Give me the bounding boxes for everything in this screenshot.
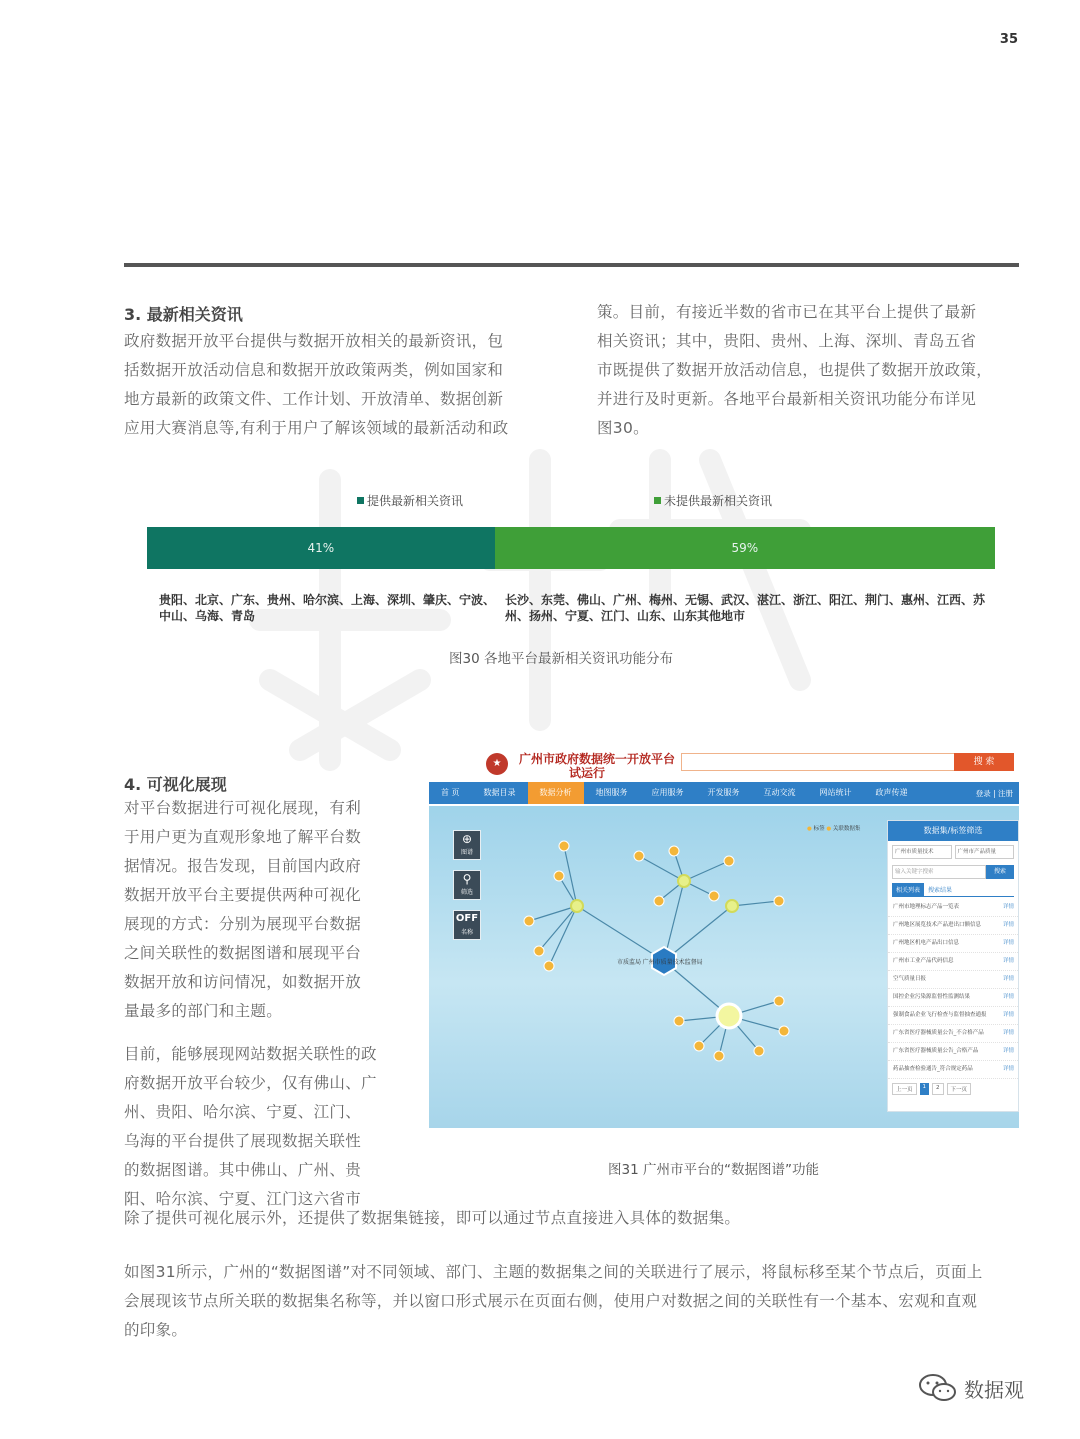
- brand-name: 数据观: [964, 1377, 1024, 1402]
- paragraph-line: 如图31所示，广州的“数据图谱”对不同领域、部门、主题的数据集之间的关联进行了展示，将鼠标移至某个节点后，页面上: [124, 1263, 983, 1281]
- details-link[interactable]: 详情: [1002, 976, 1014, 982]
- section-4-title: 4. 可视化展现: [124, 775, 227, 794]
- paragraph-line: 对平台数据进行可视化展现，有利: [124, 799, 362, 817]
- dataset-name: 广东省医疗器械质量公告_合格产品: [893, 1048, 979, 1054]
- paragraph-line: 策。目前，有接近半数的省市已在其平台上提供了最新: [597, 303, 977, 321]
- section-3-left-paragraph: [124, 327, 554, 443]
- paragraph-line: 数据开放平台主要提供两种可视化: [124, 886, 362, 904]
- city-list-provided: [159, 592, 499, 624]
- dataset-name: 空气质量日报: [893, 976, 927, 982]
- section-4-paragraph-a: [124, 794, 394, 1026]
- legend-swatch: [654, 497, 661, 504]
- city-line: 长沙、东莞、佛山、广州、梅州、无锡、武汉、湛江、浙江、阳江、荆门、惠州、江西、苏: [505, 593, 986, 607]
- site-title-line: 试运行: [569, 766, 606, 780]
- paragraph-line: 会展现该节点所关联的数据集名称等，并以窗口形式展示在页面右侧，使用户对数据之间的关联性有一个基本、宏观和直观: [124, 1292, 978, 1310]
- paragraph-line: 括数据开放活动信息和数据开放政策两类，例如国家和: [124, 361, 504, 379]
- pager-prev[interactable]: 上一页: [892, 1083, 917, 1095]
- details-link[interactable]: 详情: [1002, 1012, 1014, 1018]
- header-rule: [124, 263, 1019, 267]
- details-link[interactable]: 详情: [1002, 1066, 1014, 1072]
- nav-item-policy[interactable]: 政声传递: [875, 788, 908, 797]
- legend-swatch: [357, 497, 364, 504]
- dataset-list-item[interactable]: [888, 1007, 1018, 1025]
- paragraph-line: 于用户更为直观形象地了解平台数: [124, 828, 362, 846]
- site-search-button[interactable]: 搜 索: [954, 753, 1014, 771]
- login-link[interactable]: 登录 | 注册: [975, 788, 1013, 798]
- section-3-title: 3. 最新相关资讯: [124, 305, 243, 324]
- paragraph-line: 乌海的平台提供了展现数据关联性: [124, 1132, 362, 1150]
- paragraph-line: 据情况。报告发现，目前国内政府: [124, 857, 362, 875]
- details-link[interactable]: 详情: [1002, 1048, 1014, 1054]
- dataset-list-item[interactable]: [888, 1061, 1018, 1079]
- pager-page-2[interactable]: 2: [932, 1083, 944, 1095]
- graph-network[interactable]: [429, 806, 879, 1128]
- site-search-input[interactable]: [681, 753, 956, 771]
- legend-label: 提供最新相关资讯: [367, 494, 464, 508]
- brand-watermark: [918, 1372, 1024, 1404]
- paragraph-line: 府数据开放平台较少，仅有佛山、广: [124, 1074, 377, 1092]
- page-number: 35: [999, 32, 1018, 47]
- panel-selects: [888, 841, 1018, 863]
- globe-icon[interactable]: ⊕ 图谱: [453, 830, 481, 860]
- emblem-icon: ★: [486, 753, 508, 775]
- section-4-paragraph-b: [124, 1040, 394, 1214]
- dataset-name: 广州地区机电产品出口信息: [893, 940, 960, 946]
- dataset-list: [888, 899, 1018, 1079]
- dataset-name: 广州市工业产品代码信息: [893, 958, 954, 964]
- details-link[interactable]: 详情: [1002, 940, 1014, 946]
- tab-search-results[interactable]: 搜索结果: [928, 887, 953, 894]
- legend-not-provided: [654, 492, 772, 509]
- graph-legend-label: 关联数据集: [832, 826, 861, 832]
- pager: [888, 1079, 1018, 1099]
- figure-31-screenshot: [429, 748, 1019, 1128]
- bar-segment-provided: [147, 527, 495, 569]
- filter-icon[interactable]: ⚲ 筛选: [453, 870, 481, 900]
- dataset-list-item[interactable]: [888, 953, 1018, 971]
- dataset-list-item[interactable]: [888, 971, 1018, 989]
- off-label: OFF: [455, 913, 479, 924]
- dataset-list-item[interactable]: [888, 989, 1018, 1007]
- tool-label: 筛选: [460, 889, 473, 896]
- nav-item-stats[interactable]: 网站统计: [819, 788, 852, 797]
- dataset-list-item[interactable]: [888, 935, 1018, 953]
- nav-item-map[interactable]: 地图服务: [595, 788, 628, 797]
- tool-label: 图谱: [460, 849, 473, 856]
- dataset-filter-panel: [887, 820, 1019, 1112]
- site-title: [519, 752, 675, 780]
- graph-legend-label: 标签: [813, 826, 825, 832]
- dataset-list-item[interactable]: [888, 1025, 1018, 1043]
- dataset-list-item[interactable]: [888, 917, 1018, 935]
- paragraph-line: 相关资讯；其中，贵阳、贵州、上海、深圳、青岛五省: [597, 332, 977, 350]
- select-department[interactable]: 广州市质量技术: [892, 845, 952, 859]
- figure-31-caption: 图31 广州市平台的“数据图谱”功能: [608, 1162, 819, 1178]
- tab-related[interactable]: 相关列表: [892, 883, 924, 896]
- section-3-right-paragraph: [597, 298, 1027, 443]
- bar-value-label: 59%: [731, 541, 759, 555]
- stacked-bar-chart: [147, 527, 995, 569]
- select-tag[interactable]: 广州市产品质量: [955, 845, 1015, 859]
- paragraph-line: 之间关联性的数据图谱和展现平台: [124, 944, 362, 962]
- dataset-name: 广东省医疗器械质量公告_不合格产品: [893, 1030, 984, 1036]
- dataset-list-item[interactable]: [888, 1043, 1018, 1061]
- paragraph-line: 地方最新的政策文件、工作计划、开放清单、数据创新: [124, 390, 504, 408]
- data-graph-canvas[interactable]: [429, 806, 1019, 1128]
- paragraph-line: 数据开放和访问情况，如数据开放: [124, 973, 362, 991]
- bar-segment-not-provided: [495, 527, 995, 569]
- bar-value-label: 41%: [307, 541, 335, 555]
- paragraph-line: 政府数据开放平台提供与数据开放相关的最新资讯，包: [124, 332, 504, 350]
- panel-title: 数据集/标签筛选: [888, 821, 1018, 841]
- graph-legend: ● 标签 ● 关联数据集: [807, 826, 861, 832]
- nav-item-apps[interactable]: 应用服务: [651, 788, 684, 797]
- legend-label: 未提供最新相关资讯: [664, 494, 773, 508]
- nav-item-interact[interactable]: 互动交流: [763, 788, 796, 797]
- paragraph-line: 的数据图谱。其中佛山、广州、贵: [124, 1161, 362, 1179]
- site-title-line: 广州市政府数据统一开放平台: [519, 752, 676, 766]
- dataset-name: 广州地区展览技术产品进出口额信息: [893, 922, 982, 928]
- paragraph-line: 阳、哈尔滨、宁夏、江门这六省市: [124, 1190, 362, 1208]
- paragraph-line: 市既提供了数据开放活动信息，也提供了数据开放政策，: [597, 361, 993, 379]
- city-line: 中山、乌海、青岛: [159, 609, 256, 623]
- dataset-name: 强制食品企业飞行检查与监督抽查通报: [893, 1012, 987, 1018]
- site-header: [429, 748, 1019, 782]
- paragraph-line: 州、贵阳、哈尔滨、宁夏、江门、: [124, 1103, 362, 1121]
- center-node-label: 市质监局 广州市质量技术监督局: [617, 960, 703, 966]
- dataset-name: 国控企业污染源监督性监测结果: [893, 994, 971, 1000]
- site-navbar: [429, 782, 1019, 804]
- paragraph-line: 的印象。: [124, 1321, 188, 1339]
- details-link[interactable]: 详情: [1002, 958, 1014, 964]
- pager-page-1[interactable]: 1: [920, 1083, 930, 1095]
- paragraph-line: 目前，能够展现网站数据关联性的政: [124, 1045, 377, 1063]
- details-link[interactable]: 详情: [1002, 1030, 1014, 1036]
- figure-30-caption: 图30 各地平台最新相关资讯功能分布: [449, 651, 673, 667]
- panel-search: [888, 863, 1018, 881]
- paragraph-line: 应用大赛消息等,有利于用户了解该领域的最新活动和政: [124, 419, 509, 437]
- details-link[interactable]: 详情: [1002, 904, 1014, 910]
- dataset-list-item[interactable]: [888, 899, 1018, 917]
- pager-next[interactable]: 下一页: [947, 1083, 972, 1095]
- keyword-input[interactable]: 输入关键字搜索: [892, 865, 986, 879]
- section-4-paragraph-2: [124, 1258, 1024, 1345]
- wechat-icon: [918, 1372, 958, 1404]
- legend-provided: [357, 492, 463, 509]
- tool-label: 名称: [460, 929, 473, 936]
- panel-tabs: [892, 883, 1014, 897]
- details-link[interactable]: 详情: [1002, 922, 1014, 928]
- paragraph-line: 量最多的部门和主题。: [124, 1002, 283, 1020]
- section-4-full-line: 除了提供可视化展示外，还提供了数据集链接，即可以通过节点直接进入具体的数据集。: [124, 1209, 741, 1227]
- city-line: 州、扬州、宁夏、江门、山东、山东其他地市: [505, 609, 746, 623]
- nav-item-dev[interactable]: 开发服务: [707, 788, 740, 797]
- paragraph-line: 图30。: [597, 419, 649, 437]
- nav-item-home[interactable]: 首 页: [441, 788, 460, 797]
- dataset-name: 广州市地理标志产品一览表: [893, 904, 960, 910]
- off-toggle-button[interactable]: [453, 910, 481, 940]
- panel-search-button[interactable]: 搜索: [986, 865, 1014, 879]
- details-link[interactable]: 详情: [1002, 994, 1014, 1000]
- city-line: 贵阳、北京、广东、贵州、哈尔滨、上海、深圳、肇庆、宁波、: [159, 593, 496, 607]
- paragraph-line: 并进行及时更新。各地平台最新相关资讯功能分布详见: [597, 390, 977, 408]
- paragraph-line: 展现的方式：分别为展现平台数据: [124, 915, 362, 933]
- dataset-name: 药品抽查检验通告_符合规定药品: [893, 1066, 973, 1072]
- city-list-not-provided: [505, 592, 995, 624]
- nav-item-catalog[interactable]: 数据目录: [483, 788, 516, 797]
- nav-item-analysis[interactable]: 数据分析: [528, 782, 584, 804]
